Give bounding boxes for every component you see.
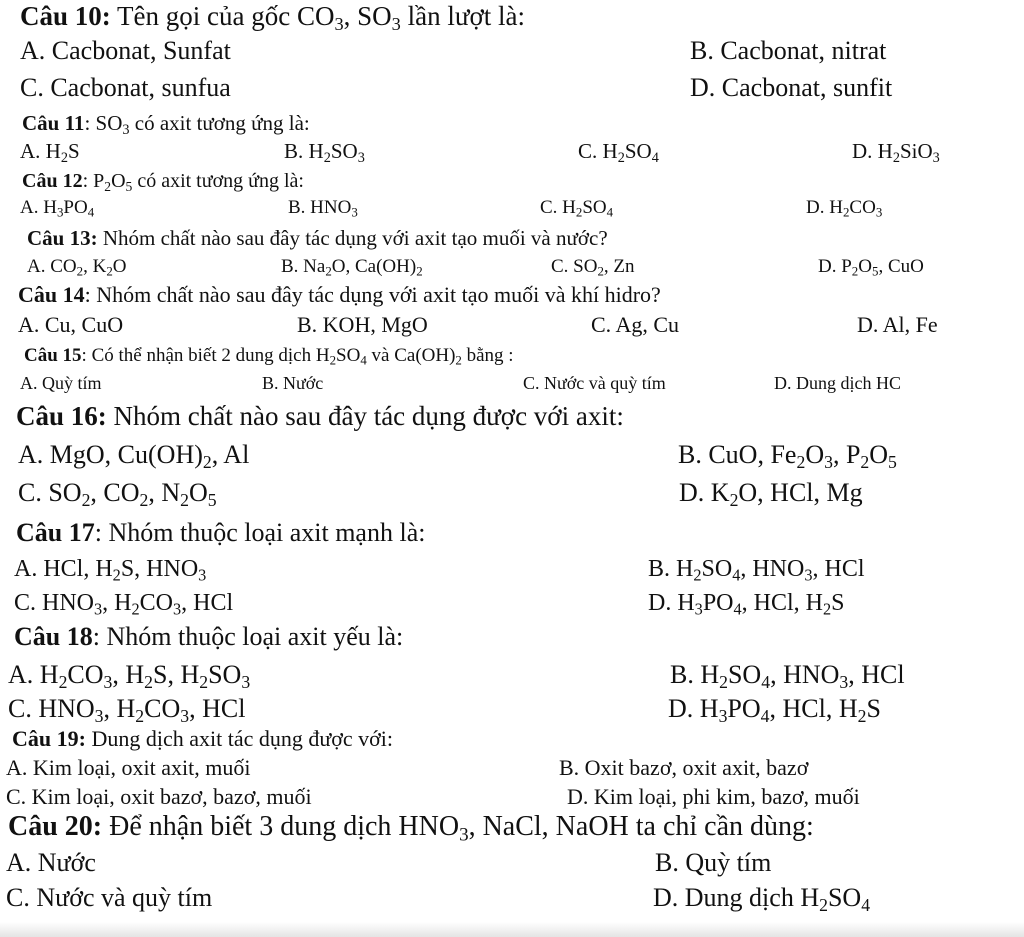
question-10-option-a: A. Cacbonat, Sunfat — [20, 36, 231, 65]
question-11-option-c: C. $H_2SO_4$ — [578, 139, 659, 166]
page-bottom-edge — [0, 922, 1024, 937]
question-16-text: Nhóm chất nào sau đây tác dụng được với axit: — [106, 401, 624, 431]
question-16-option-c: C. $SO_2$, $CO_2$, $N_2O_5$ — [18, 478, 217, 510]
question-15-option-d: D. Dung dịch HC — [774, 373, 901, 393]
question-19-option-d: D. Kim loại, phi kim, bazơ, muối — [567, 784, 860, 809]
question-18-number: Câu 18 — [14, 622, 93, 651]
question-10-option-b: B. Cacbonat, nitrat — [690, 36, 887, 65]
question-18-option-a: A. $H_2CO_3$, $H_2S$, $H_2SO_3$ — [8, 660, 251, 692]
question-17-number: Câu 17 — [16, 518, 95, 547]
question-20-option-a: A. Nước — [6, 848, 96, 877]
question-18-text: : Nhóm thuộc loại axit yếu là: — [92, 622, 404, 651]
question-16-header — [16, 403, 624, 430]
question-12-option-a: A. $H_3PO_4$ — [20, 197, 95, 220]
question-13-option-d: D. $P_2O_5$, CuO — [818, 256, 924, 279]
question-17-option-d: D. $H_3PO_4$, HCl, $H_2S$ — [648, 590, 845, 619]
question-12-number: Câu 12 — [22, 170, 83, 192]
question-11-option-a: A. $H_2S$ — [20, 139, 80, 166]
question-15-header — [24, 345, 514, 368]
question-18-option-c: C. $HNO_3$, $H_2CO_3$, HCl — [8, 694, 246, 726]
question-13-option-b: B. $Na_2O$, $Ca(OH)_2$ — [281, 256, 423, 279]
question-19-option-b: B. Oxit bazơ, oxit axit, bazơ — [559, 755, 809, 780]
question-10-number: Câu 10: — [20, 1, 111, 31]
question-11-number: Câu 11 — [22, 111, 85, 135]
question-14-number: Câu 14 — [18, 282, 85, 307]
question-15-option-b: B. Nước — [262, 373, 324, 393]
question-19-option-c: C. Kim loại, oxit bazơ, bazơ, muối — [6, 784, 312, 809]
question-19-number: Câu 19: — [12, 726, 86, 751]
question-16-option-a: A. MgO, $Cu(OH)_2$, Al — [18, 440, 250, 472]
question-15-number: Câu 15 — [24, 345, 82, 366]
question-20-header — [8, 811, 814, 846]
question-12-option-d: D. $H_2CO_3$ — [806, 197, 883, 220]
question-20-option-d: D. Dung dịch $H_2SO_4$ — [653, 883, 871, 915]
question-18-option-d: D. $H_3PO_4$, HCl, $H_2S$ — [668, 694, 881, 726]
question-19-option-a: A. Kim loại, oxit axit, muối — [6, 755, 251, 780]
question-14-text: : Nhóm chất nào sau đây tác dụng với axit tạo muối và khí hidro? — [84, 282, 661, 307]
question-17-option-b: B. $H_2SO_4$, $HNO_3$, HCl — [648, 556, 865, 585]
question-12-option-b: B. $HNO_3$ — [288, 197, 358, 220]
question-14-option-a: A. Cu, CuO — [18, 312, 124, 337]
question-13-option-c: C. $SO_2$, Zn — [551, 256, 635, 279]
question-20-number: Câu 20: — [8, 811, 103, 842]
question-20-option-b: B. Quỳ tím — [655, 848, 772, 877]
question-20-text: Để nhận biết 3 dung dịch $HNO_3$, NaCl, NaOH ta chỉ cần dùng: — [102, 811, 814, 846]
question-16-option-d: D. $K_2O$, HCl, Mg — [679, 478, 863, 510]
question-17-header — [16, 520, 425, 546]
question-13-header — [27, 228, 608, 249]
question-16-number: Câu 16: — [16, 401, 107, 431]
question-12-option-c: C. $H_2SO_4$ — [540, 197, 614, 220]
question-11-text: : $SO_3$ có axit tương ứng là: — [84, 111, 310, 138]
question-16-option-b: B. CuO, $Fe_2O_3$, $P_2O_5$ — [678, 440, 897, 472]
question-19-text: Dung dịch axit tác dụng được với: — [85, 726, 394, 751]
question-14-option-c: C. Ag, Cu — [591, 312, 680, 337]
question-17-option-a: A. HCl, $H_2S$, $HNO_3$ — [14, 556, 207, 585]
question-18-option-b: B. $H_2SO_4$, $HNO_3$, HCl — [670, 660, 905, 692]
question-14-option-d: D. Al, Fe — [857, 312, 938, 337]
question-17-option-c: C. $HNO_3$, $H_2CO_3$, HCl — [14, 590, 234, 619]
question-11-option-d: D. $H_2SiO_3$ — [852, 139, 940, 166]
question-14-option-b: B. KOH, MgO — [297, 312, 428, 337]
question-20-option-c: C. Nước và quỳ tím — [6, 883, 213, 912]
question-10-header — [20, 1, 525, 35]
question-19-header — [12, 728, 393, 750]
question-10-option-c: C. Cacbonat, sunfua — [20, 73, 231, 102]
question-10-text: Tên gọi của gốc $CO_3$, $SO_3$ lần lượt là: — [110, 1, 525, 35]
question-15-option-a: A. Quỳ tím — [20, 373, 102, 393]
question-15-text: : Có thể nhận biết 2 dung dịch $H_2SO_4$ và $Ca(OH)_2$ bằng : — [81, 345, 514, 368]
question-11-option-b: B. $H_2SO_3$ — [284, 139, 365, 166]
question-10-option-d: D. Cacbonat, sunfit — [690, 73, 893, 102]
question-15-option-c: C. Nước và quỳ tím — [523, 373, 666, 393]
question-12-text: : $P_2O_5$ có axit tương ứng là: — [82, 170, 304, 194]
question-11-header — [22, 111, 310, 138]
question-13-text: Nhóm chất nào sau đây tác dụng với axit tạo muối và nước? — [97, 226, 608, 250]
question-17-text: : Nhóm thuộc loại axit mạnh là: — [94, 518, 426, 547]
question-13-number: Câu 13: — [27, 226, 98, 250]
question-12-header — [22, 170, 304, 194]
question-18-header — [14, 624, 403, 650]
question-14-header — [18, 284, 661, 306]
question-13-option-a: A. $CO_2$, $K_2O$ — [27, 256, 127, 279]
